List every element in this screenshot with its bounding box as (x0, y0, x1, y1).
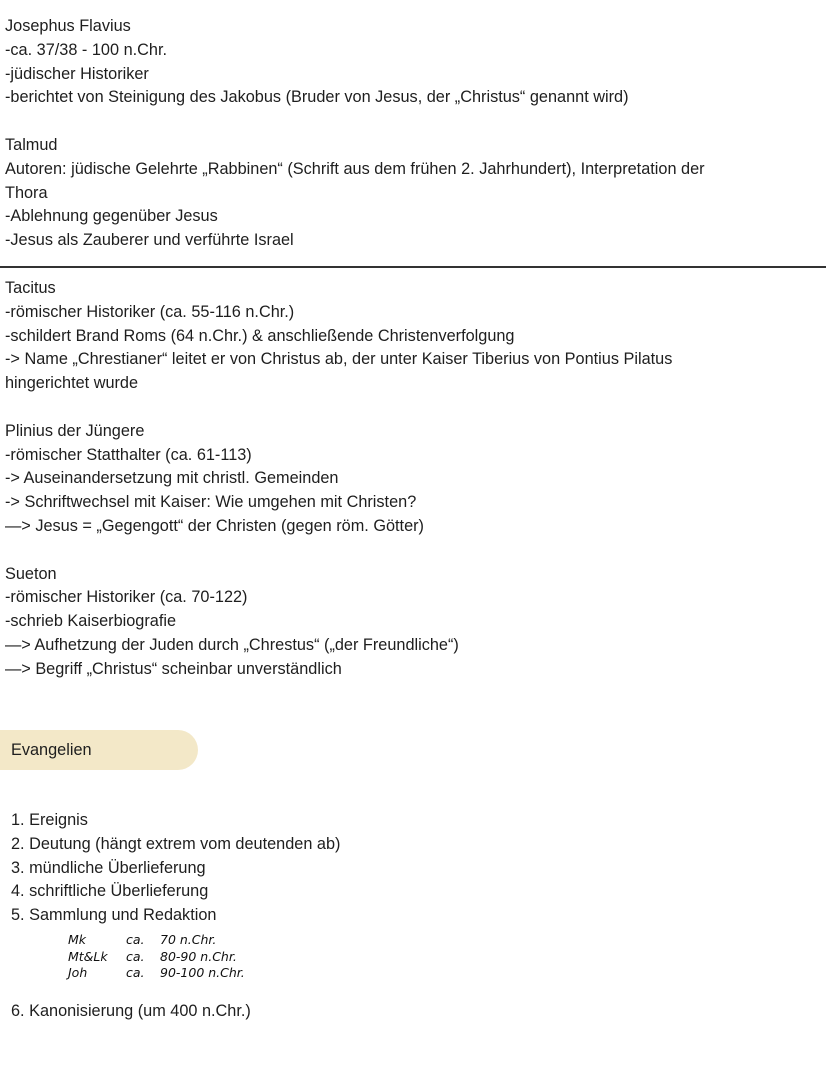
gospel-date: 80-90 n.Chr. (160, 948, 237, 964)
step-interpretation: 2. Deutung (hängt extrem vom deutenden ab) (11, 834, 341, 853)
josephus-section (5, 15, 824, 253)
sueton-line-1: -römischer Historiker (ca. 70-122) (5, 588, 248, 607)
evangelien-highlight (0, 730, 198, 770)
tacitus-heading: Tacitus (5, 279, 56, 297)
josephus-heading: Josephus Flavius (5, 17, 131, 35)
josephus-dates: -ca. 37/38 - 100 n.Chr. (5, 40, 168, 59)
talmud-sorcerer: -Jesus als Zauberer und verführte Israel (5, 231, 294, 250)
step-event: 1. Ereignis (11, 811, 88, 829)
gospel-name: Mt&Lk (68, 948, 108, 964)
tacitus-line-2: -schildert Brand Roms (64 n.Chr.) & anschließende Christenverfolgung (5, 326, 515, 345)
talmud-heading: Talmud (5, 135, 58, 154)
tacitus-line-3: -> Name „Chrestianer“ leitet er von Christus ab, der unter Kaiser Tiberius von Pontius Pilatus (5, 350, 673, 369)
gospel-name: Mk (68, 932, 87, 947)
plinius-heading: Plinius der Jüngere (5, 421, 145, 440)
talmud-authors: Autoren: jüdische Gelehrte „Rabbinen“ (Schrift aus dem frühen 2. Jahrhundert), Interpretation der (5, 159, 705, 178)
circa-label: ca. (126, 932, 145, 947)
sueton-line-2: -schrieb Kaiserbiografie (5, 612, 177, 631)
plinius-line-3: -> Schriftwechsel mit Kaiser: Wie umgehen mit Christen? (5, 493, 417, 512)
sueton-line-3: —> Aufhetzung der Juden durch „Chrestus“ („der Freundliche“) (5, 635, 459, 654)
step-oral-tradition: 3. mündliche Überlieferung (11, 858, 206, 877)
circa-label: ca. (126, 965, 145, 980)
plinius-line-4: —> Jesus = „Gegengott“ der Christen (gegen röm. Götter) (5, 516, 424, 535)
josephus-role: -jüdischer Historiker (5, 64, 149, 83)
sueton-heading: Sueton (5, 564, 57, 583)
tradition-steps-list (11, 809, 340, 928)
roman-sources-section (5, 277, 824, 682)
plinius-line-2: -> Auseinandersetzung mit christl. Gemeinden (5, 469, 339, 488)
plinius-line-1: -römischer Statthalter (ca. 61-113) (5, 445, 252, 464)
talmud-rejection: -Ablehnung gegenüber Jesus (5, 207, 218, 226)
section-divider (0, 266, 826, 268)
talmud-authors-cont: Thora (5, 183, 48, 202)
gospel-name: Joh (68, 965, 88, 980)
evangelien-label: Evangelien (11, 741, 92, 759)
step-written-tradition: 4. schriftliche Überlieferung (11, 882, 209, 901)
handwritten-row (68, 949, 245, 966)
tacitus-line-4: hingerichtet wurde (5, 374, 139, 393)
tacitus-line-1: -römischer Historiker (ca. 55-116 n.Chr.) (5, 302, 295, 321)
josephus-report: -berichtet von Steinigung des Jakobus (Bruder von Jesus, der „Christus“ genannt wird) (5, 88, 629, 107)
handwritten-gospel-dates (68, 932, 245, 982)
sueton-line-4: —> Begriff „Christus“ scheinbar unverständlich (5, 659, 342, 678)
handwritten-row (68, 965, 245, 982)
circa-label: ca. (126, 948, 145, 964)
step-canonization: 6. Kanonisierung (um 400 n.Chr.) (11, 1002, 251, 1020)
step-collection-redaction: 5. Sammlung und Redaktion (11, 906, 217, 925)
gospel-date: 90-100 n.Chr. (160, 965, 245, 980)
tradition-step-6 (11, 1000, 251, 1024)
gospel-date: 70 n.Chr. (160, 932, 217, 947)
handwritten-row (68, 932, 245, 949)
